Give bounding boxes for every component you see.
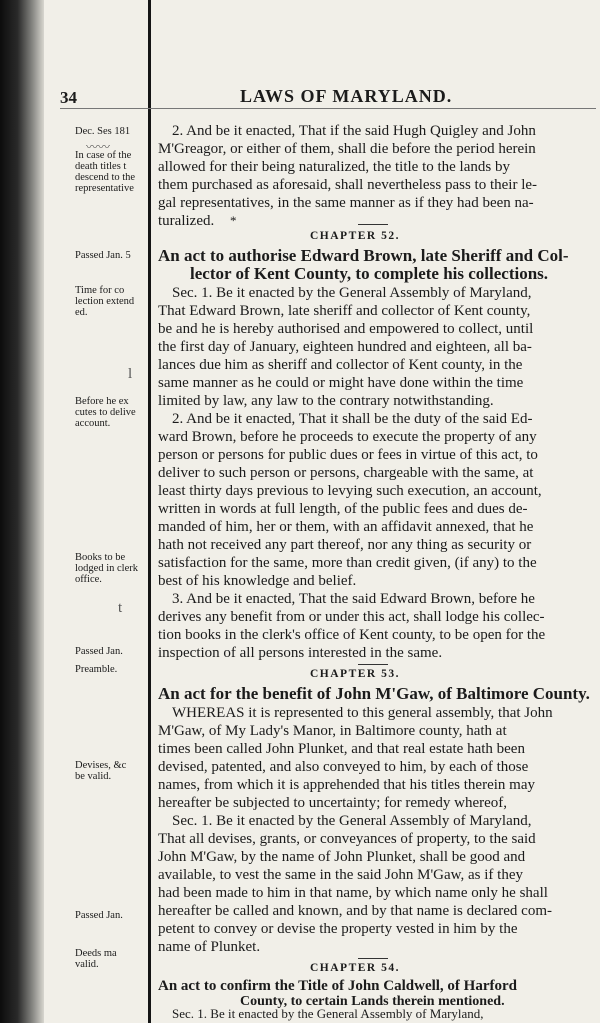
- text-line: best of his knowledge and belief.: [158, 573, 357, 589]
- text-line: same manner as he could or might have done within the time: [158, 375, 524, 391]
- text-line: times been called John Plunket, and that real estate hath been: [158, 741, 525, 757]
- margin-note-passed: Passed Jan.: [75, 646, 123, 657]
- margin-rule: [148, 0, 151, 1023]
- text-line: inspection of all persons interested in the same.: [158, 645, 443, 661]
- text-line: John M'Gaw, by the name of John Plunket, shall be good and: [158, 849, 526, 865]
- text-line: allowed for their being naturalized, the title to the lands by: [158, 159, 510, 175]
- text-line: derives any benefit from or under this act, shall lodge his collec-: [158, 609, 545, 625]
- chapter-title-line: lector of Kent County, to complete his collections.: [190, 264, 549, 283]
- margin-note: Devises, &c: [75, 760, 127, 771]
- text-line: 2. And be it enacted, That it shall be the duty of the said Ed-: [172, 411, 533, 427]
- text-line: petent to convey or devise the property vested in him by the: [158, 921, 518, 937]
- text-line: devised, patented, and also conveyed to him, by each of those: [158, 759, 529, 775]
- pencil-mark: t: [118, 600, 123, 616]
- text-line: M'Gaw, of My Lady's Manor, in Baltimore county, hath at: [158, 723, 507, 739]
- chapter-heading: CHAPTER 54.: [310, 962, 400, 974]
- text-line: names, from which it is apprehended that his titles therein may: [158, 777, 535, 793]
- chapter-heading: CHAPTER 53.: [310, 668, 400, 680]
- text-line: hereafter be called and known, and by that name is declared com-: [158, 903, 552, 919]
- margin-note: Before he ex: [75, 396, 129, 407]
- text-line: them purchased as aforesaid, shall nevertheless pass to their le-: [158, 177, 538, 193]
- header-rule: [60, 108, 596, 109]
- text-line: That Edward Brown, late sheriff and collector of Kent county,: [158, 303, 531, 319]
- text-line: That all devises, grants, or conveyances of property, to the said: [158, 831, 536, 847]
- chapter-title-line: County, to certain Lands therein mentioned.: [240, 994, 505, 1009]
- book-binding-edge: [0, 0, 44, 1023]
- text-line: 2. And be it enacted, That if the said Hugh Quigley and John: [172, 123, 536, 139]
- page-number: 34: [60, 88, 77, 107]
- margin-note: office.: [75, 574, 102, 585]
- margin-note: descend to the: [75, 172, 136, 183]
- running-head: LAWS OF MARYLAND.: [240, 86, 453, 106]
- margin-note: lodged in clerk: [75, 563, 138, 574]
- text-line: deliver to such person or persons, chargeable with the same, at: [158, 465, 534, 481]
- asterisk-mark: *: [230, 213, 237, 228]
- text-line: satisfaction for the same, more than credit given, (if any) to the: [158, 555, 537, 571]
- margin-note-passed: Passed Jan.: [75, 910, 123, 921]
- chapter-rule: [358, 958, 388, 959]
- text-line: turalized.: [158, 213, 215, 229]
- text-line: M'Greagor, or either of them, shall die before the period herein: [158, 141, 536, 157]
- text-line: ward Brown, before he proceeds to execute the property of any: [158, 429, 537, 445]
- margin-note: lection extend: [75, 296, 135, 307]
- text-line: be and he is hereby authorised and empowered to collect, until: [158, 321, 534, 337]
- text-line: available, to vest the same in the said John M'Gaw, as if they: [158, 867, 523, 883]
- text-line: Sec. 1. Be it enacted by the General Assembly of Maryland,: [172, 285, 532, 301]
- chapter-rule: [358, 664, 388, 665]
- text-line: person or persons for public dues or fees in virtue of this act, to: [158, 447, 538, 463]
- margin-note-session: Dec. Ses 181: [75, 126, 131, 137]
- text-line: 3. And be it enacted, That the said Edward Brown, before he: [172, 591, 535, 607]
- text-line: Sec. 1. Be it enacted by the General Assembly of Maryland,: [172, 1006, 484, 1021]
- margin-note: Deeds ma: [75, 948, 117, 959]
- margin-note: In case of the: [75, 150, 132, 161]
- text-line: lances due him as sheriff and collector of Kent county, in the: [158, 357, 523, 373]
- margin-note-passed: Passed Jan. 5: [75, 250, 131, 261]
- text-line: written in words at full length, of the public fees and dues de-: [158, 501, 528, 517]
- chapter-title-line: An act to authorise Edward Brown, late Sheriff and Col-: [158, 246, 569, 265]
- margin-note: be valid.: [75, 771, 112, 782]
- margin-note: cutes to delive: [75, 407, 136, 418]
- chapter-title-line: An act to confirm the Title of John Caldwell, of Harford: [158, 978, 517, 994]
- margin-note: Books to be: [75, 552, 126, 563]
- margin-note: death titles t: [75, 161, 127, 172]
- text-line: had been made to him in that name, by which name only he shall: [158, 885, 548, 901]
- text-line: hereafter be subjected to uncertainty; for remedy whereof,: [158, 795, 507, 811]
- margin-note: account.: [75, 418, 111, 429]
- text-line: tion books in the clerk's office of Kent county, to be open for the: [158, 627, 546, 643]
- margin-note: ed.: [75, 307, 88, 318]
- text-line: manded of him, her or them, with an affidavit annexed, that he: [158, 519, 534, 535]
- margin-note: Time for co: [75, 285, 125, 296]
- chapter-rule: [358, 224, 388, 225]
- text-line: hath not received any part thereof, nor any thing as security or: [158, 537, 532, 553]
- text-line: the first day of January, eighteen hundred and eighteen, all ba-: [158, 339, 532, 355]
- chapter-heading: CHAPTER 52.: [310, 230, 400, 242]
- pencil-mark: l: [128, 366, 133, 382]
- text-line: least thirty days previous to levying such execution, an account,: [158, 483, 542, 499]
- margin-note-preamble: Preamble.: [75, 664, 118, 675]
- text-line: Sec. 1. Be it enacted by the General Assembly of Maryland,: [172, 813, 532, 829]
- swash-ornament: 〰〰: [86, 140, 111, 154]
- margin-note: representative: [75, 183, 134, 194]
- text-line: name of Plunket.: [158, 939, 261, 955]
- text-line: WHEREAS it is represented to this general assembly, that John: [172, 705, 553, 721]
- text-line: gal representatives, in the same manner as if they had been na-: [158, 195, 534, 211]
- text-line: limited by law, any law to the contrary notwithstanding.: [158, 393, 494, 409]
- margin-note: valid.: [75, 959, 99, 970]
- chapter-title-line: An act for the benefit of John M'Gaw, of Baltimore County.: [158, 684, 590, 703]
